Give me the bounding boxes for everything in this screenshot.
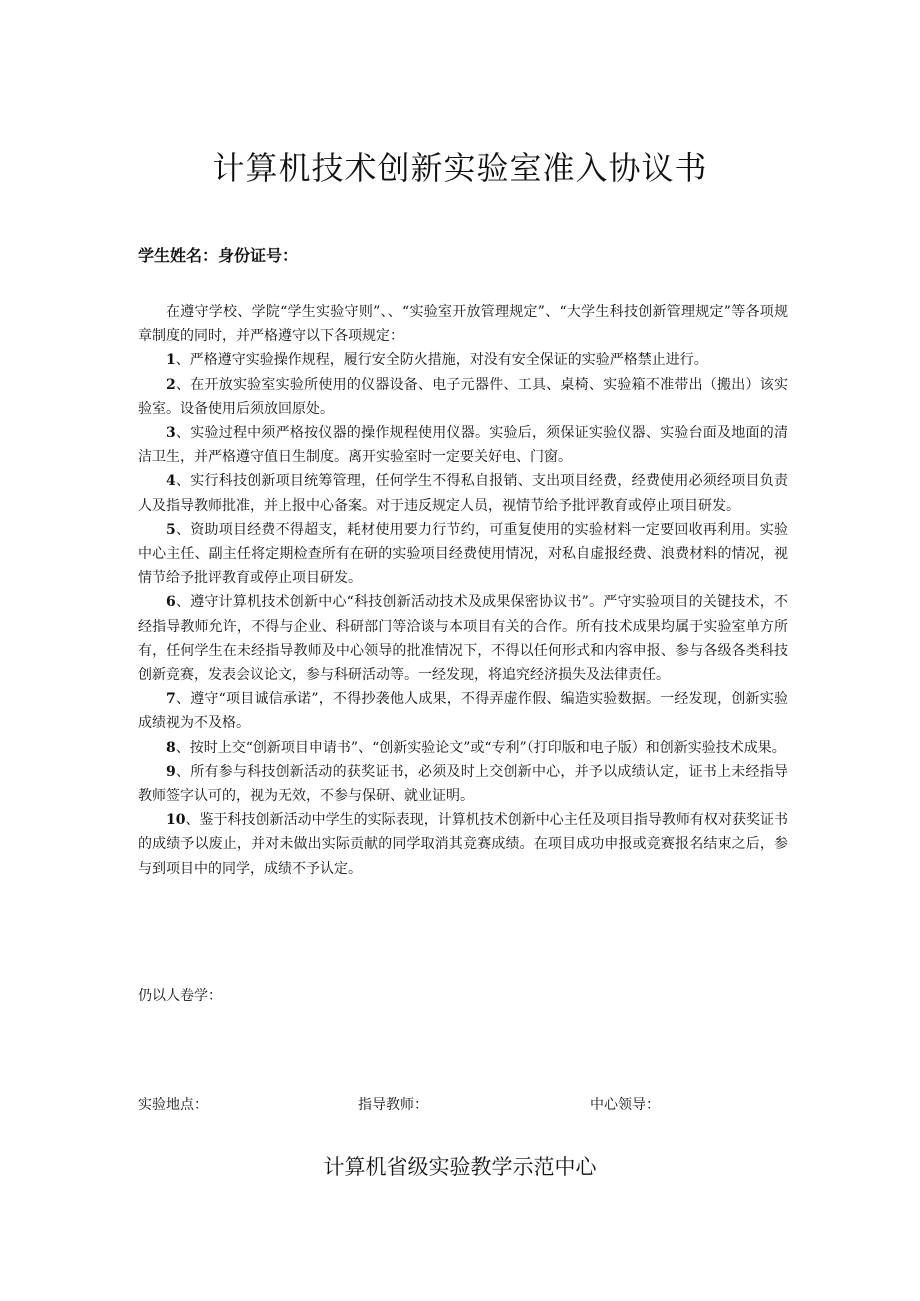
rule-number: 4 bbox=[166, 473, 176, 490]
rule-text: 、所有参与科技创新活动的获奖证书，必须及时上交创新中心，并予以成绩认定，证书上未经指导教师签字认可的，视为无效，不参与保研、就业证明。 bbox=[138, 763, 788, 805]
issuing-organization: 计算机省级实验教学示范中心 bbox=[323, 1155, 597, 1179]
rule-number: 2 bbox=[166, 376, 176, 393]
rule-item bbox=[138, 687, 788, 735]
rule-item bbox=[138, 736, 788, 760]
rule-text: 、实验过程中须严格按仪器的操作规程使用仪器。实验后，须保证实验仪器、实验台面及地面的清洁卫生，并严格遵守值日生制度。离开实验室时一定要关好电、门窗。 bbox=[138, 425, 788, 466]
rule-text: 、资助项目经费不得超支，耗材使用要力行节约，可重复使用的实验材料一定要回收再利用。实验中心主任、副主任将定期检查所有在研的实验项目经费使用情况，对私自虚报经费、浪费材料的情况，视情节给予批评教育或停止项目研发。 bbox=[138, 521, 788, 587]
rule-text: 、实行科技创新项目统筹管理，任何学生不得私自报销、支出项目经费，经费使用必须经项目负责人及指导教师批准，并上报中心备案。对于违反规定人员，视情节给予批评教育或停止项目研发。 bbox=[138, 473, 788, 514]
intro-paragraph: 在遵守学校、学院“学生实验守则”、、“实验室开放管理规定”、“大学生科技创新管理规定”等各项规章制度的同时，并严格遵守以下各项规定： bbox=[138, 304, 788, 345]
rule-item bbox=[138, 373, 788, 421]
rule-item bbox=[138, 760, 788, 808]
rule-text: 、严格遵守实验操作规程，履行安全防火措施，对没有安全保证的实验严格禁止进行。 bbox=[175, 352, 708, 369]
rule-number: 8 bbox=[166, 739, 176, 756]
location-signature-label: 实验地点： bbox=[138, 1097, 208, 1113]
rule-item bbox=[138, 348, 788, 372]
rule-text: 、遵守“项目诚信承诺”，不得抄袭他人成果，不得弄虚作假、编造实验数据。一经发现，创新实验成绩视为不及格。 bbox=[138, 691, 788, 732]
leader-signature-label: 中心领导： bbox=[590, 1097, 660, 1113]
agreement-body bbox=[138, 300, 788, 881]
signoff-line: 仍以人卷学： bbox=[138, 988, 222, 1004]
rule-item bbox=[138, 590, 788, 687]
rule-item bbox=[138, 469, 788, 517]
rule-number: 9 bbox=[166, 763, 176, 780]
rule-text: 、在开放实验室实验所使用的仪器设备、电子元器件、工具、桌椅、实验箱不准带出（搬出）该实验室。设备使用后须放回原处。 bbox=[138, 376, 788, 417]
rule-text: 、遵守计算机技术创新中心“科技创新活动技术及成果保密协议书”。严守实验项目的关键技术，不经指导教师允许，不得与企业、科研部门等洽谈与本项目有关的合作。所有技术成果均属于实验室单方所有，任何学生在未经指导教师及中心领导的批准情况下，不得以任何形式和内容申报、参与各级各类科技创新竞赛，发表会议论文，参与科研活动等。一经发现，将追究经济损失及法律责任。 bbox=[138, 594, 788, 684]
rule-number: 6 bbox=[166, 594, 176, 611]
rule-text: 、按时上交“创新项目申请书”、“创新实验论文”或“专利”（打印版和电子版）和创新实验技术成果。 bbox=[175, 739, 786, 756]
rule-item bbox=[138, 421, 788, 469]
rule-item bbox=[138, 808, 788, 881]
rule-number: 10 bbox=[166, 812, 186, 829]
rule-text: 、鉴于科技创新活动中学生的实际表现，计算机技术创新中心主任及项目指导教师有权对获奖证书的成绩予以废止，并对未做出实际贡献的同学取消其竞赛成绩。在项目成功申报或竞赛报名结束之后，参与到项目中的同学，成绩不予认定。 bbox=[138, 812, 788, 877]
rule-number: 5 bbox=[166, 521, 176, 538]
teacher-signature-label: 指导教师： bbox=[358, 1097, 428, 1113]
rule-item bbox=[138, 518, 788, 591]
rule-number: 1 bbox=[166, 352, 176, 369]
rule-number: 7 bbox=[166, 691, 176, 708]
rule-number: 3 bbox=[166, 425, 176, 442]
student-info-line: 学生姓名：身份证号： bbox=[138, 246, 299, 265]
document-title: 计算机技术创新实验室准入协议书 bbox=[212, 149, 708, 187]
